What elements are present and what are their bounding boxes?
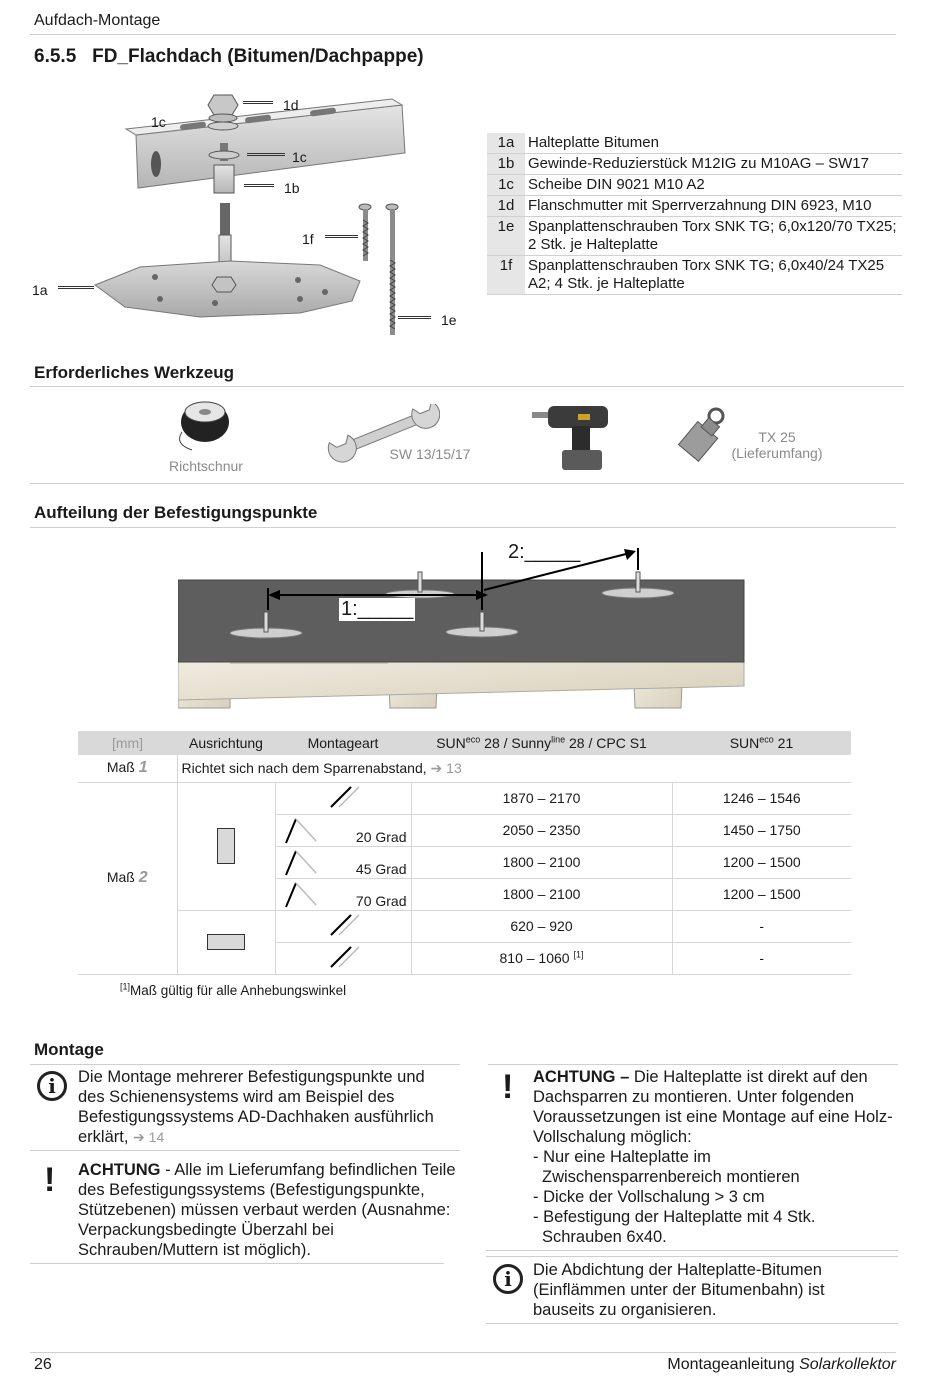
mount-angle-cell <box>275 782 411 814</box>
cordless-drill-icon <box>532 400 614 474</box>
portrait-collector-icon <box>217 828 235 864</box>
table-footnote: [1]Maß gültig für alle Anhebungswinkel <box>120 981 347 998</box>
leader-1b <box>244 184 274 187</box>
callout-1a: 1a <box>32 282 48 298</box>
part-key: 1c <box>487 175 525 196</box>
value-a: 620 – 920 <box>411 910 672 942</box>
parts-row <box>487 154 902 175</box>
section-title <box>34 46 424 68</box>
value-b: - <box>672 942 851 974</box>
part-desc: Gewinde-Reduzierstück M12IG zu M10AG – SW17 <box>525 154 902 175</box>
warning-icon: ! <box>44 1161 56 1199</box>
mount-angle-cell: 20 Grad <box>275 814 411 846</box>
exploded-view-drawing <box>30 85 470 345</box>
screws <box>359 204 398 335</box>
running-header: Aufdach-Montage <box>34 12 161 29</box>
value-a: 1870 – 2170 <box>411 782 672 814</box>
document-title: Montageanleitung Solarkollektor <box>667 1356 896 1373</box>
orientation-landscape-cell <box>177 910 275 974</box>
callout-1c-top: 1c <box>151 114 166 130</box>
parts-legend-table <box>487 133 902 295</box>
flat-mount-icon <box>323 785 363 809</box>
tilt-mount-icon <box>280 879 320 909</box>
dimension-2-label: 2:_____ <box>508 541 581 563</box>
mount-angle-cell: 70 Grad <box>275 878 411 910</box>
leader-1a <box>58 286 94 289</box>
tools-rule-top <box>30 386 904 387</box>
part-desc: Scheibe DIN 9021 M10 A2 <box>525 175 902 196</box>
mass1-label: Maß 1 <box>78 755 177 782</box>
list-item: - Befestigung der Halteplatte mit 4 Stk. Schrauben 6x40. <box>533 1208 816 1246</box>
section-number: 6.5.5 <box>34 46 77 67</box>
leader-1f <box>325 235 358 238</box>
part-desc: Spanplattenschrauben Torx SNK TG; 6,0x120/70 TX25; 2 Stk. je Halteplatte <box>525 217 902 256</box>
distribution-heading: Aufteilung der Befestigungspunkte <box>34 503 318 522</box>
condition-list <box>533 1147 893 1247</box>
col-header-sun21: $SUN^{eco}$ 21 <box>672 731 851 755</box>
footer-rule <box>30 1352 896 1353</box>
warning-note-2: ACHTUNG – Die Halteplatte ist direkt auf den Dachsparren zu montieren. Unter folgenden Voraussetzungen ist eine Montage auf eine Holz-Vollschalung möglich: - Nur eine Halteplatte im Zwischensparrenbereich montieren - Dicke der Vollschalung > 3 cm - Befestigung der Halteplatte mit 4 Stk. Schrauben 6x40. <box>533 1068 893 1246</box>
info-icon: i <box>493 1264 523 1294</box>
value-b: 1246 – 1546 <box>672 782 851 814</box>
table-row <box>78 782 851 814</box>
part-key: 1b <box>487 154 525 175</box>
torx-bit-icon <box>672 406 728 464</box>
value-b: 1200 – 1500 <box>672 846 851 878</box>
list-item: - Dicke der Vollschalung > 3 cm <box>533 1188 765 1206</box>
tools-heading: Erforderliches Werkzeug <box>34 363 234 382</box>
col-header-mount: Montageart <box>275 731 411 755</box>
note-separator <box>30 1263 444 1264</box>
warning-icon: ! <box>502 1068 514 1106</box>
table-row <box>78 910 851 942</box>
flange-nut <box>208 95 238 122</box>
mass2-label: Maß 2 <box>78 782 177 974</box>
value-a: 2050 – 2350 <box>411 814 672 846</box>
value-a: 810 – 1060 [1] <box>411 942 672 974</box>
tool-label-wrench: SW 13/15/17 <box>389 446 471 462</box>
parts-row <box>487 217 902 256</box>
dimension-1-label: 1:_____ <box>341 598 414 620</box>
part-key: 1e <box>487 217 525 256</box>
parts-row <box>487 256 902 295</box>
montage-rule-left <box>30 1064 460 1065</box>
value-b: 1450 – 1750 <box>672 814 851 846</box>
col-header-orientation: Ausrichtung <box>177 731 275 755</box>
callout-1e: 1e <box>441 312 457 328</box>
tool-label-torx: TX 25 (Lieferumfang) <box>731 429 823 461</box>
part-desc: Spanplattenschrauben Torx SNK TG; 6,0x40/24 TX25 A2; 4 Stk. je Halteplatte <box>525 256 902 295</box>
tilt-mount-icon <box>280 815 320 845</box>
callout-1c: 1c <box>292 149 307 165</box>
part-desc: Flanschmutter mit Sperrverzahnung DIN 6923, M10 <box>525 196 902 217</box>
col-header-unit: [mm] <box>78 731 177 755</box>
parts-row <box>487 133 902 154</box>
note-separator <box>486 1250 898 1251</box>
value-b: 1200 – 1500 <box>672 878 851 910</box>
mount-angle-cell: 45 Grad <box>275 846 411 878</box>
info-icon: i <box>37 1071 67 1101</box>
info-note-1: Die Montage mehrerer Befestigungspunkte und des Schienensystems wird am Beispiel des Befestigungssystems AD-Dachhaken ausführlich erklärt, ➔ 14 <box>78 1068 434 1146</box>
table-row-mass1 <box>78 755 851 782</box>
mount-angle-cell <box>275 942 411 974</box>
distribution-rule <box>30 527 896 528</box>
part-key: 1a <box>487 133 525 154</box>
info-note-2: Die Abdichtung der Halteplatte-Bitumen (Einflämmen unter der Bitumenbahn) ist bauseits zu organisieren. <box>533 1261 825 1319</box>
header-rule <box>30 34 896 35</box>
value-a: 1800 – 2100 <box>411 846 672 878</box>
mass1-text: Richtet sich nach dem Sparrenabstand, ➔ 13 <box>177 755 851 782</box>
part-key: 1f <box>487 256 525 295</box>
montage-rule-right <box>488 1064 898 1065</box>
callout-1d: 1d <box>283 97 299 113</box>
col-header-sun28: $SUN^{eco}$ 28 / Sunny$^{line}$ 28 / CPC S1 <box>411 731 672 755</box>
flat-mount-icon <box>323 913 363 937</box>
section-title-text: FD_Flachdach (Bitumen/Dachpappe) <box>92 46 424 67</box>
callout-1f: 1f <box>302 231 314 247</box>
flat-mount-icon <box>323 945 363 969</box>
base-plate <box>95 261 360 317</box>
callout-1b: 1b <box>284 180 300 196</box>
leader-1d <box>243 101 273 104</box>
value-b: - <box>672 910 851 942</box>
note-separator <box>30 1150 460 1151</box>
string-line-icon <box>172 398 238 454</box>
tilt-mount-icon <box>280 847 320 877</box>
montage-heading: Montage <box>34 1040 104 1059</box>
list-item: - Nur eine Halteplatte im Zwischensparrenbereich montieren <box>533 1148 800 1186</box>
tool-label-string-line: Richtschnur <box>169 458 243 474</box>
parts-row <box>487 196 902 217</box>
mount-angle-cell <box>275 910 411 942</box>
leader-1c <box>247 153 285 156</box>
parts-row <box>487 175 902 196</box>
note-separator <box>486 1323 898 1324</box>
part-key: 1d <box>487 196 525 217</box>
warning-note-1: ACHTUNG - Alle im Lieferumfang befindlichen Teile des Befestigungssystems (Befestigungspunkte, Stützebenen) müssen verbaut werden (Ausnahme: Verpackungsbedingte Überzahl bei Schrauben/Muttern ist möglich). <box>78 1161 456 1259</box>
mounting-rail <box>126 99 405 188</box>
leader-1e <box>398 316 431 319</box>
part-desc: Halteplatte Bitumen <box>525 133 902 154</box>
landscape-collector-icon <box>207 934 245 950</box>
orientation-portrait-cell <box>177 782 275 910</box>
value-a: 1800 – 2100 <box>411 878 672 910</box>
table-header-row <box>78 731 851 755</box>
mounting-dimensions-table <box>78 731 851 975</box>
roof-distribution-drawing <box>178 540 746 712</box>
note-separator <box>486 1256 898 1257</box>
tools-rule-bottom <box>30 483 904 484</box>
page-number: 26 <box>34 1356 52 1373</box>
